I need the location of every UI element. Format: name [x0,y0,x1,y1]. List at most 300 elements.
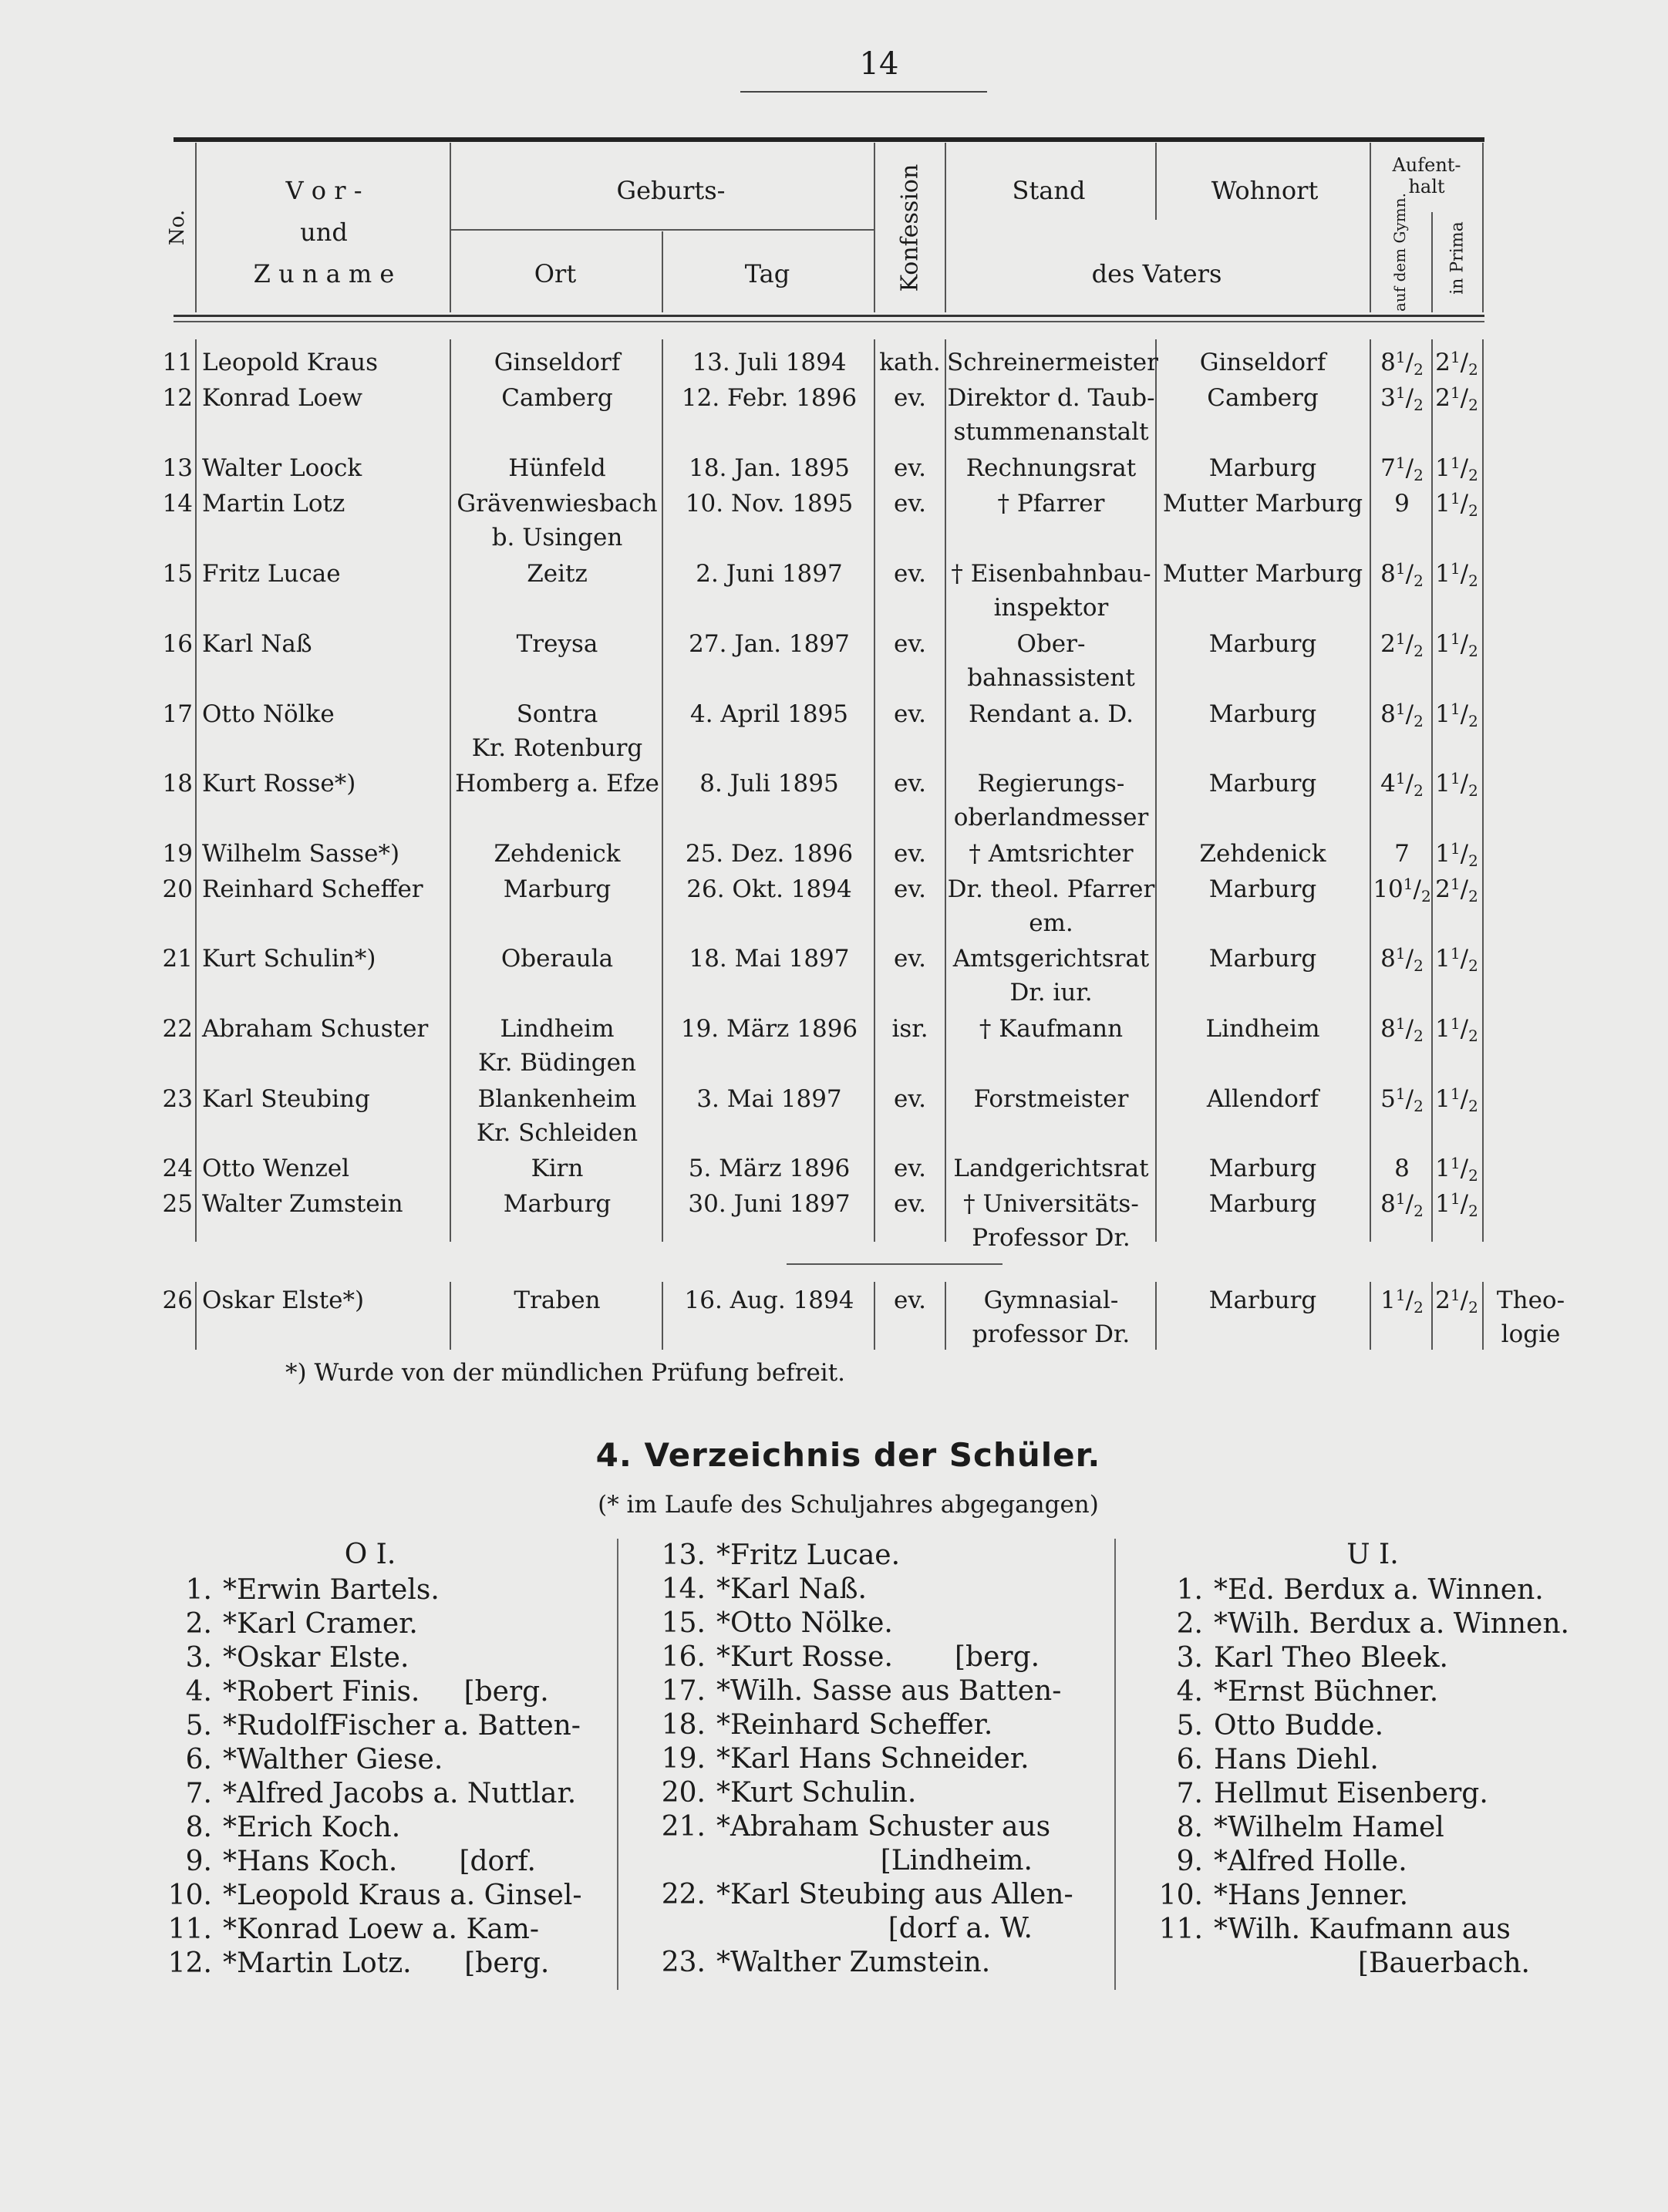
list-item [1141,1743,1379,1777]
residence: Allendorf [1206,1085,1319,1113]
fraction-numerator: 1 [1450,489,1461,507]
fraction-slash: / [1405,700,1414,728]
birth-place: Kr. Schleiden [476,1119,639,1147]
fraction-slash: / [1460,1155,1469,1182]
list-item [150,1947,549,1981]
list-item-text: Otto Budde. [1214,1710,1384,1742]
confession: ev. [893,1155,927,1182]
fraction-denominator: 2 [1468,781,1478,800]
fraction-slash: / [1460,560,1469,588]
fraction-slash: / [1460,945,1469,973]
list-item-text: *Walther Giese. [223,1744,443,1775]
birth-place: Marburg [503,1190,612,1218]
list-item-number: 7. [185,1778,212,1809]
list-item-number: 3. [185,1642,212,1674]
residence: Marburg [1208,875,1317,903]
list-item-text: *Hans Jenner. [1214,1880,1409,1911]
fraction-numerator: 1 [1450,1189,1461,1208]
fraction-denominator: 2 [1414,1027,1424,1045]
father-occupation: Rechnungsrat [965,454,1137,482]
fraction-denominator: 2 [1414,712,1424,730]
fraction-numerator: 1 [1395,629,1406,648]
birth-place: Grävenwiesbach [457,490,658,518]
confession: ev. [893,1085,927,1113]
birth-date: 12. Febr. 1896 [681,384,858,412]
row-number: 16 [162,630,193,658]
header-wohnort: Wohnort [1211,176,1319,205]
list-item-number: 14. [661,1573,706,1605]
student-name: Karl Steubing [202,1085,370,1113]
list-item [150,1743,443,1777]
list-item-number: 8. [1176,1812,1203,1843]
fraction-whole: 1 [1435,945,1451,973]
list-item-number: 21. [661,1811,706,1843]
header-halt: halt [1408,176,1445,197]
father-occupation: † Eisenbahnbau- [951,560,1151,588]
list-item-text: *Abraham Schuster aus [716,1811,1051,1843]
fraction-whole: 9 [1394,490,1410,518]
fraction-numerator: 1 [1395,944,1406,963]
table-row [0,627,1668,661]
father-occupation: Gymnasial- [983,1286,1119,1314]
table-row [0,942,1668,976]
fraction-whole: 2 [1435,1286,1451,1314]
birth-place: Zeitz [527,560,588,588]
confession: ev. [893,945,927,973]
row-number: 12 [162,384,193,412]
father-occupation: Dr. theol. Pfarrer [947,875,1155,903]
fraction-numerator: 1 [1395,454,1406,472]
row-number: 25 [162,1190,193,1218]
fraction-slash: / [1460,700,1469,728]
fraction-whole: 2 [1435,384,1451,412]
table-row [0,872,1668,906]
fraction-slash: / [1460,1286,1469,1314]
father-occupation: professor Dr. [972,1320,1131,1348]
fraction-denominator: 2 [1468,1298,1478,1317]
birth-place: Kr. Rotenburg [471,734,643,762]
student-name: Kurt Schulin*) [202,945,376,973]
father-occupation: Professor Dr. [972,1224,1131,1252]
fraction-whole: 1 [1380,1286,1396,1314]
fraction-numerator: 1 [1450,839,1461,858]
fraction-numerator: 1 [1450,875,1461,893]
residence: Mutter Marburg [1162,490,1363,518]
fraction-slash: / [1405,1015,1414,1043]
confession: ev. [893,1190,927,1218]
header-divider [662,231,663,312]
fraction-denominator: 2 [1468,1166,1478,1185]
fraction-numerator: 1 [1450,1154,1461,1172]
list-item-text: *Otto Nölke. [716,1607,893,1639]
fraction-slash: / [1405,1085,1414,1113]
fraction-whole: 1 [1435,700,1451,728]
list-item-text: *Fritz Lucae. [716,1539,901,1571]
father-occupation: † Universitäts- [963,1190,1139,1218]
birth-date: 4. April 1895 [689,700,849,728]
list-item-number: 23. [661,1947,706,1978]
header-vorname: V o r - [285,176,362,205]
student-name: Oskar Elste*) [202,1286,365,1314]
years-prima [1433,767,1481,803]
fraction-slash: / [1460,875,1469,903]
fraction-denominator: 2 [1468,396,1478,414]
fraction-whole: 1 [1435,840,1451,868]
list-item-number: 4. [185,1676,212,1708]
header-in-prima: in Prima [1447,221,1468,295]
fraction-whole: 3 [1380,384,1396,412]
list-separator [1114,1539,1116,1990]
list-item [150,1845,536,1879]
list-item-text: *Karl Hans Schneider. [716,1743,1029,1775]
list-item [150,1777,576,1811]
row-number: 13 [162,454,193,482]
column-divider [874,1282,875,1350]
header-divider [874,143,875,312]
birth-date: 5. März 1896 [688,1155,851,1182]
list-item-text: *Hans Koch. [dorf. [223,1846,536,1877]
fraction-numerator: 1 [1450,769,1461,787]
list-item [150,1811,400,1845]
row-number: 24 [162,1155,193,1182]
fraction-slash: / [1413,875,1421,903]
row-number: 21 [162,945,193,973]
fraction-denominator: 2 [1468,572,1478,590]
fraction-numerator: 1 [1450,1084,1461,1103]
header-no: No. [166,209,189,246]
fraction-whole: 1 [1435,1155,1451,1182]
list-item-text: *Erwin Bartels. [223,1574,440,1606]
student-name: Kurt Rosse*) [202,770,356,797]
table-row [0,1046,1668,1080]
fraction-denominator: 2 [1468,501,1478,520]
page-number: 14 [859,46,899,82]
birth-place: Marburg [503,875,612,903]
list-separator [617,1539,618,1990]
confession: isr. [891,1015,928,1043]
fraction-denominator: 2 [1414,1298,1424,1317]
row-number: 14 [162,490,193,518]
birth-date: 10. Nov. 1895 [685,490,854,518]
list-item-number: 4. [1176,1676,1203,1708]
birth-place: Ginseldorf [494,349,621,376]
confession: ev. [893,630,927,658]
fraction-denominator: 2 [1414,572,1424,590]
years-prima [1433,346,1481,382]
years-prima [1433,1152,1481,1188]
table-row [0,346,1668,379]
list-item-text: *Alfred Jacobs a. Nuttlar. [223,1778,577,1809]
fraction-numerator: 1 [1450,1286,1461,1304]
row-number: 11 [162,349,193,376]
list-item-number: 8. [185,1812,212,1843]
fraction-whole: 1 [1435,1190,1451,1218]
list-item [644,1539,900,1573]
table-header-rule [174,315,1484,317]
table-row [0,661,1668,695]
header-aufenthalt: Aufent- [1392,154,1461,176]
years-gymnasium [1371,1152,1433,1185]
table-row [0,451,1668,485]
fraction-numerator: 1 [1395,348,1406,366]
list-item [644,1708,992,1742]
list-item-number: 13. [661,1539,706,1571]
column-divider [945,1282,946,1350]
years-gymnasium [1371,1187,1433,1223]
fraction-whole: 1 [1435,630,1451,658]
fraction-numerator: 1 [1395,559,1406,578]
header-divider [450,143,451,312]
residence: Marburg [1208,1155,1317,1182]
list-item [644,1776,916,1810]
footnote: *) Wurde von der mündlichen Prüfung befreit. [285,1359,846,1387]
header-divider [1482,143,1484,312]
list-item-number: 2. [1176,1608,1203,1640]
list-item-number: 10. [167,1880,212,1911]
list-item-number: 9. [185,1846,212,1877]
fraction-numerator: 1 [1450,383,1461,402]
fraction-denominator: 2 [1414,1202,1424,1220]
table-row [0,697,1668,731]
row-number: 18 [162,770,193,797]
column-divider [450,1282,451,1350]
fraction-whole: 1 [1435,1085,1451,1113]
list-item-text: [Bauerbach. [1358,1947,1530,1979]
confession: ev. [893,700,927,728]
fraction-whole: 2 [1435,875,1451,903]
student-name: Otto Nölke [202,700,335,728]
years-gymnasium [1371,1082,1433,1118]
list-item [1141,1879,1408,1913]
table-row [0,1082,1668,1116]
years-prima [1433,942,1481,978]
fraction-whole: 5 [1380,1085,1396,1113]
table-row [0,415,1668,449]
birth-place: Zehdenick [494,840,621,868]
confession: ev. [893,770,927,797]
fraction-slash: / [1405,770,1414,797]
list-item-text: *Karl Cramer. [223,1608,418,1640]
header-geburts: Geburts- [616,176,726,205]
list-item-text: *Kurt Rosse. [berg. [716,1641,1040,1673]
fraction-slash: / [1405,560,1414,588]
fraction-whole: 1 [1435,770,1451,797]
birth-place: Kr. Büdingen [478,1049,636,1077]
list-item-number: 6. [1176,1744,1203,1775]
father-occupation: bahnassistent [967,664,1135,692]
list-item [150,1913,539,1947]
birth-date: 8. Juli 1895 [699,770,839,797]
list-item-number: 19. [661,1743,706,1775]
column-divider [1431,1282,1433,1350]
table-row [0,1187,1668,1221]
student-name: Abraham Schuster [202,1015,429,1043]
years-gymnasium [1371,872,1433,909]
birth-date: 2. Juni 1897 [696,560,843,588]
fraction-whole: 2 [1380,630,1396,658]
fraction-numerator: 1 [1450,454,1461,472]
residence: Marburg [1208,770,1317,797]
fraction-slash: / [1460,1015,1469,1043]
years-prima [1433,451,1481,487]
birth-place: Blankenheim [477,1085,637,1113]
header-divider [945,143,946,312]
confession: ev. [893,1286,927,1314]
table-row [0,1116,1668,1150]
list-item [150,1573,440,1607]
list-item-text: *Karl Steubing aus Allen- [716,1879,1073,1910]
years-prima [1433,381,1481,417]
table-row [0,837,1668,871]
years-gymnasium [1371,1283,1433,1320]
header-ort: Ort [534,259,577,288]
list-item [1141,1913,1511,1947]
fraction-whole: 8 [1380,1015,1396,1043]
birth-date: 18. Jan. 1895 [689,454,850,482]
father-occupation: Direktor d. Taub- [947,384,1155,412]
years-prima [1433,557,1481,593]
table-row [0,557,1668,591]
fraction-denominator: 2 [1468,851,1478,870]
list-item [644,1640,1040,1674]
list-item [644,1912,1033,1946]
years-gymnasium [1371,767,1433,803]
list-item-number: 3. [1176,1642,1203,1674]
list-item [150,1675,549,1709]
residence: Zehdenick [1199,840,1326,868]
fraction-numerator: 1 [1450,700,1461,718]
header-divider [195,143,197,312]
list-item [644,1810,1050,1844]
fraction-whole: 1 [1435,560,1451,588]
list-item [1141,1811,1444,1845]
fraction-slash: / [1405,630,1414,658]
fraction-denominator: 2 [1468,642,1478,660]
fraction-whole: 7 [1380,454,1396,482]
list-item [1141,1607,1569,1641]
fraction-slash: / [1460,1085,1469,1113]
fraction-numerator: 1 [1450,629,1461,648]
list-item-text: *RudolfFischer a. Batten- [223,1710,581,1742]
birth-date: 18. Mai 1897 [689,945,850,973]
years-prima [1433,1283,1481,1320]
father-occupation: Schreinermeister [947,349,1158,376]
years-prima [1433,1187,1481,1223]
residence: Marburg [1208,945,1317,973]
list-item-number: 18. [661,1709,706,1741]
fraction-whole: 1 [1435,490,1451,518]
fraction-numerator: 1 [1395,769,1406,787]
years-prima [1433,1012,1481,1048]
father-occupation: stummenanstalt [953,418,1149,446]
fraction-slash: / [1405,454,1414,482]
table-row [0,976,1668,1010]
column-divider [1370,1282,1371,1350]
list-item-number: 9. [1176,1846,1203,1877]
table-row [0,1012,1668,1046]
student-name: Walter Loock [202,454,362,482]
table-top-rule [174,137,1484,142]
student-name: Reinhard Scheffer [202,875,423,903]
table-row [0,767,1668,801]
residence: Camberg [1207,384,1319,412]
list-item-number: 6. [185,1744,212,1775]
father-occupation: † Amtsrichter [969,840,1134,868]
fraction-denominator: 2 [1468,1027,1478,1045]
list-item-number: 12. [167,1947,212,1979]
birth-date: 30. Juni 1897 [688,1190,851,1218]
list-item-text: *Walther Zumstein. [716,1947,991,1978]
list-item-number: 1. [1176,1574,1203,1606]
fraction-whole: 7 [1394,840,1410,868]
table-row [0,381,1668,415]
residence: Marburg [1208,1286,1317,1314]
header-tag: Tag [744,259,790,288]
table-row [0,521,1668,555]
father-occupation: † Kaufmann [979,1015,1124,1043]
page-number-rule [740,91,987,93]
confession: ev. [893,560,927,588]
fraction-whole: 8 [1394,1155,1410,1182]
birth-place: Homberg a. Efze [455,770,659,797]
residence: Ginseldorf [1199,349,1326,376]
header-zuname: Z u n a m e [253,259,395,288]
section-title: 4. Verzeichnis der Schüler. [595,1436,1101,1474]
list-item-text: *Konrad Loew a. Kam- [223,1914,540,1945]
list-item-text: *Wilh. Berdux a. Winnen. [1214,1608,1569,1640]
list-item [644,1607,893,1640]
years-gymnasium [1371,942,1433,978]
student-name: Walter Zumstein [202,1190,403,1218]
list-item [1141,1641,1448,1675]
fraction-slash: / [1460,349,1469,376]
birth-place: Hünfeld [508,454,606,482]
father-occupation: † Pfarrer [997,490,1105,518]
fraction-slash: / [1405,384,1414,412]
list-item-number: 7. [1176,1778,1203,1809]
list-item-text: *Karl Naß. [716,1573,867,1605]
fraction-denominator: 2 [1468,360,1478,379]
row-number: 15 [162,560,193,588]
list-item-text: *Oskar Elste. [223,1642,409,1674]
list-item-number: 5. [1176,1710,1203,1742]
birth-date: 19. März 1896 [680,1015,858,1043]
remark: logie [1501,1320,1561,1348]
remark: Theo- [1496,1286,1565,1314]
list-item-text: *Kurt Schulin. [716,1777,917,1809]
fraction-numerator: 1 [1395,700,1406,718]
fraction-slash: / [1460,490,1469,518]
header-divider [1431,212,1433,312]
list-item-text: *Robert Finis. [berg. [223,1676,549,1708]
confession: ev. [893,490,927,518]
list-head-oi: O I. [344,1539,396,1570]
fraction-slash: / [1405,1286,1414,1314]
list-item [150,1709,581,1743]
list-item [644,1946,990,1980]
header-stand: Stand [1012,176,1086,205]
header-des-vaters: des Vaters [1091,259,1222,288]
fraction-denominator: 2 [1468,1097,1478,1115]
fraction-whole: 10 [1373,875,1403,903]
row-number: 26 [162,1286,193,1314]
fraction-numerator: 1 [1450,348,1461,366]
birth-place: Camberg [501,384,613,412]
list-item-text: *Martin Lotz. [berg. [223,1947,550,1979]
fraction-denominator: 2 [1414,396,1424,414]
column-divider [1155,1282,1157,1350]
fraction-numerator: 1 [1403,875,1414,893]
